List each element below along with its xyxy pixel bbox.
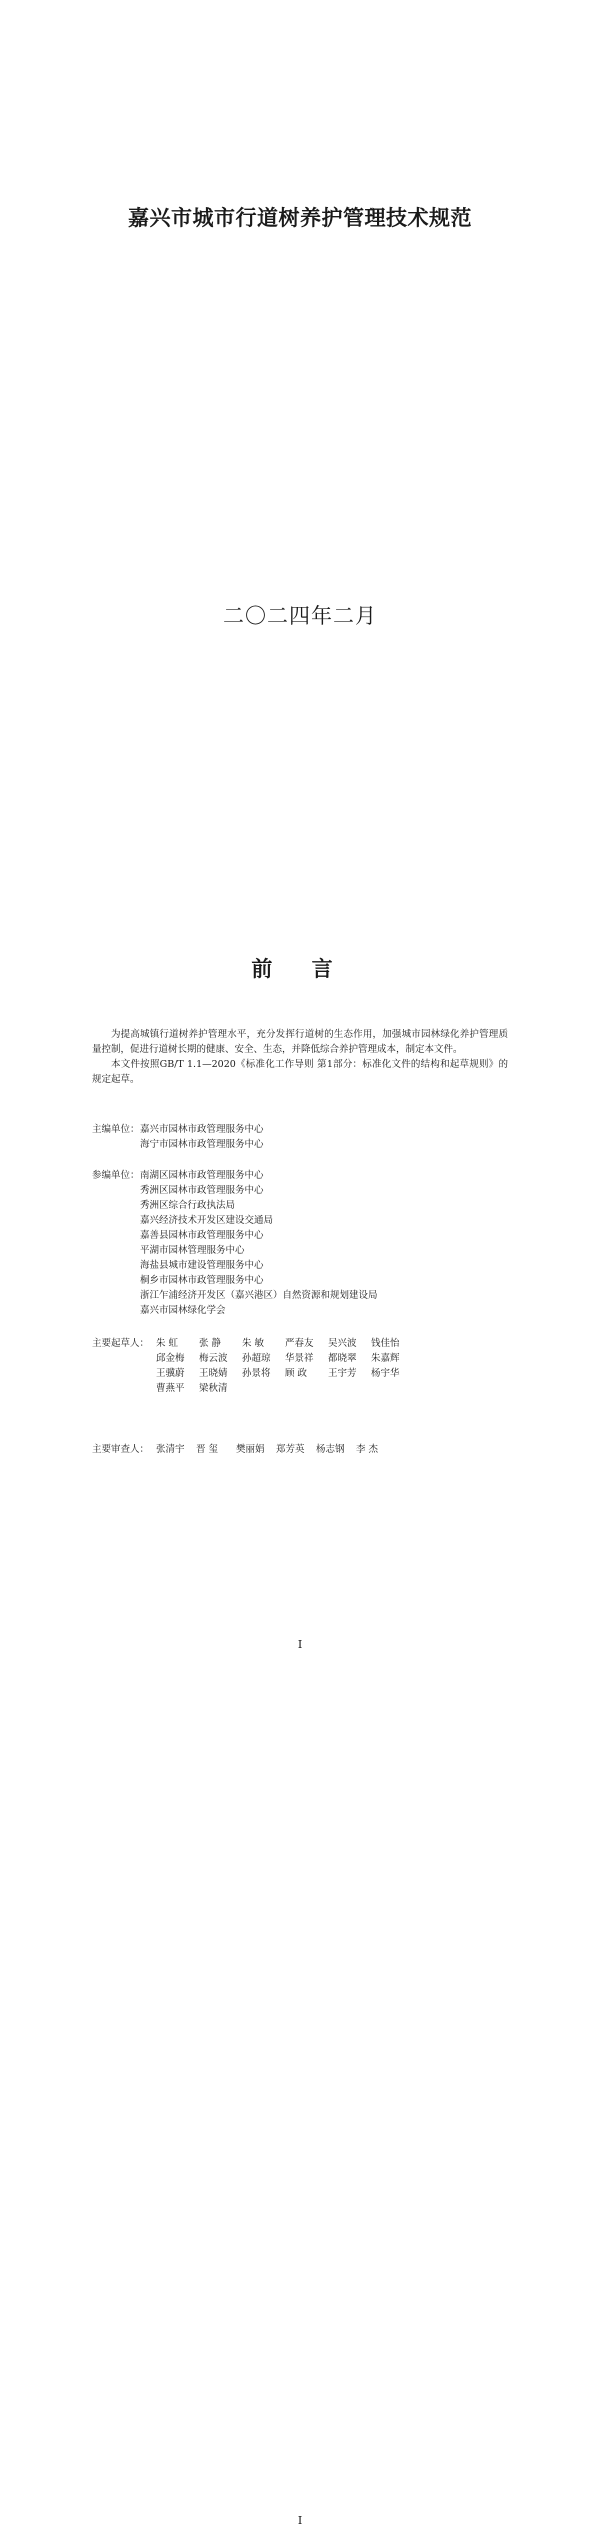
drafters-row — [156, 1381, 414, 1396]
page-number: I — [297, 2514, 303, 2527]
page-number: I — [297, 1638, 303, 1651]
participant-unit-item: 嘉善县园林市政管理服务中心 — [140, 1230, 264, 1241]
drafter-name: 顾 政 — [285, 1368, 308, 1379]
participant-unit-item: 桐乡市园林市政管理服务中心 — [140, 1275, 264, 1286]
reviewer-name: 张清宇 — [156, 1444, 185, 1455]
drafter-name: 张 静 — [199, 1338, 222, 1349]
drafters-row — [156, 1336, 414, 1351]
drafters-row — [156, 1351, 414, 1366]
document-date: 二〇二四年二月 — [223, 604, 377, 628]
document-title: 嘉兴市城市行道树养护管理技术规范 — [128, 205, 472, 230]
drafter-name: 朱嘉辉 — [371, 1353, 400, 1364]
participant-unit-item: 嘉兴市园林绿化学会 — [140, 1305, 226, 1316]
drafter-name: 严春友 — [285, 1338, 314, 1349]
reviewers-list — [156, 1442, 396, 1457]
drafter-name: 都晓翠 — [328, 1353, 357, 1364]
drafter-name: 王宇芳 — [328, 1368, 357, 1379]
participant-unit-item: 南湖区园林市政管理服务中心 — [140, 1170, 264, 1181]
drafter-name: 孙景将 — [242, 1368, 271, 1379]
reviewers-row — [156, 1442, 396, 1457]
drafter-name: 朱 敏 — [242, 1338, 265, 1349]
foreword-paragraph: 为提高城镇行道树养护管理水平，充分发挥行道树的生态作用，加强城市园林绿化养护管理质量控制，促进行道树长期的健康、安全、生态，并降低综合养护管理成本，制定本文件。 — [92, 1029, 508, 1055]
drafter-name: 曹燕平 — [156, 1383, 185, 1394]
drafter-name: 朱 虹 — [156, 1338, 179, 1349]
participant-unit-item: 秀洲区综合行政执法局 — [140, 1200, 236, 1211]
drafters-label: 主要起草人： — [92, 1338, 150, 1349]
participant-unit-item: 嘉兴经济技术开发区建设交通局 — [140, 1215, 274, 1226]
drafters-list — [156, 1336, 414, 1396]
reviewers-label: 主要审查人： — [92, 1444, 150, 1455]
editor-unit-item: 海宁市园林市政管理服务中心 — [140, 1139, 264, 1150]
drafter-name: 杨宇华 — [371, 1368, 400, 1379]
editor-unit-item: 嘉兴市园林市政管理服务中心 — [140, 1124, 264, 1135]
reviewer-name: 杨志钢 — [316, 1444, 345, 1455]
foreword-heading: 前 言 — [251, 956, 349, 981]
foreword-paragraph: 本文件按照GB/T 1.1—2020《标准化工作导则 第1部分：标准化文件的结构和起草规则》的规定起草。 — [92, 1059, 508, 1085]
participant-unit-item: 浙江乍浦经济开发区（嘉兴港区）自然资源和规划建设局 — [140, 1290, 378, 1301]
participant-unit-item: 海盐县城市建设管理服务中心 — [140, 1260, 264, 1271]
drafter-name: 华景祥 — [285, 1353, 314, 1364]
participant-unit-item: 秀洲区园林市政管理服务中心 — [140, 1185, 264, 1196]
participant-unit-item: 平湖市园林管理服务中心 — [140, 1245, 245, 1256]
drafter-name: 孙超琼 — [242, 1353, 271, 1364]
reviewer-name: 晋 玺 — [196, 1444, 219, 1455]
participant-unit-label: 参编单位： — [92, 1170, 140, 1181]
drafters-row — [156, 1366, 414, 1381]
reviewer-name: 郑芳英 — [276, 1444, 305, 1455]
drafter-name: 王骥蔚 — [156, 1368, 185, 1379]
drafter-name: 邱金梅 — [156, 1353, 185, 1364]
drafter-name: 王晓婧 — [199, 1368, 228, 1379]
reviewer-name: 李 杰 — [356, 1444, 379, 1455]
reviewer-name: 樊丽娟 — [236, 1444, 265, 1455]
editor-unit-label: 主编单位： — [92, 1124, 140, 1135]
drafter-name: 梁秋清 — [199, 1383, 228, 1394]
drafter-name: 梅云波 — [199, 1353, 228, 1364]
participant-unit-list — [140, 1168, 378, 1318]
drafter-name: 吴兴波 — [328, 1338, 357, 1349]
editor-unit-list — [140, 1122, 264, 1152]
drafter-name: 钱佳怡 — [371, 1338, 400, 1349]
